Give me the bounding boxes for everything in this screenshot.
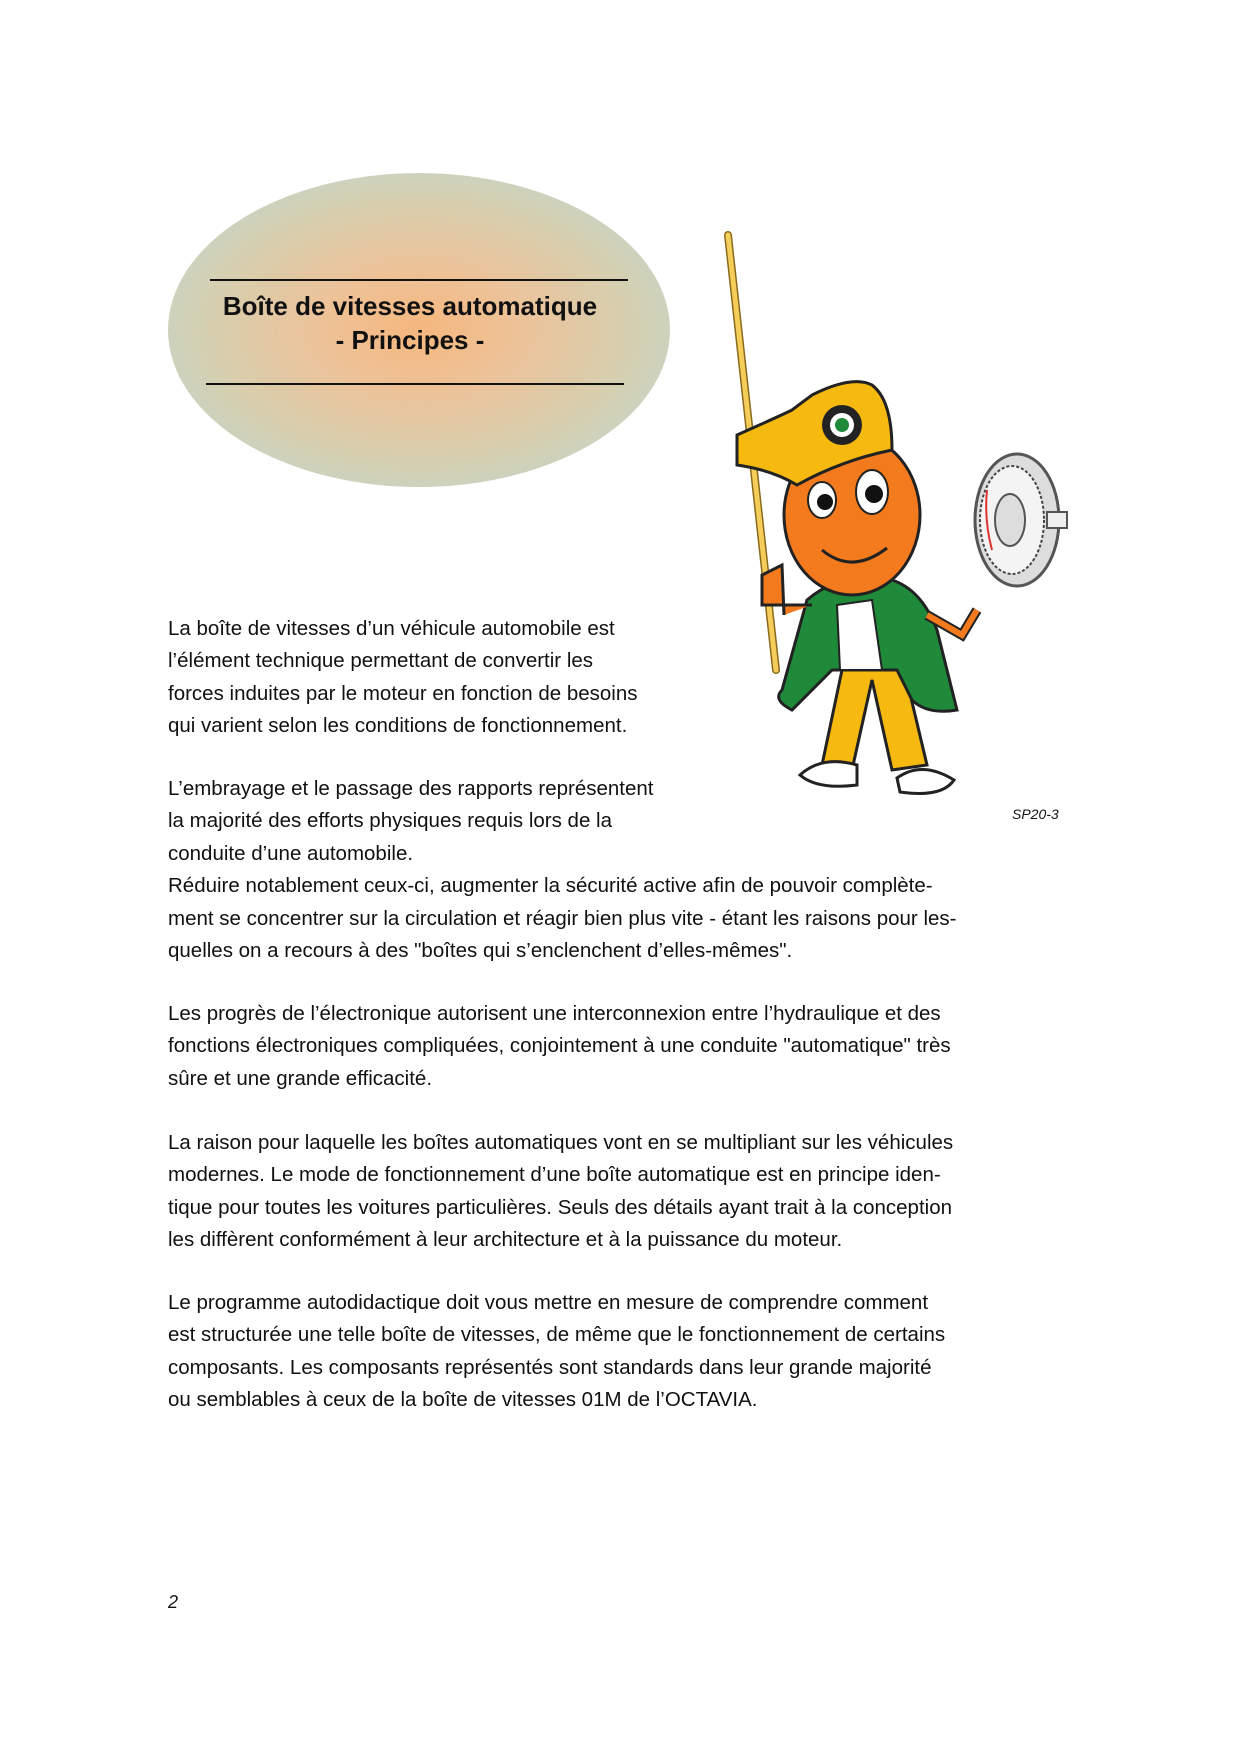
text-line: est structurée une telle boîte de vitesses, de même que le fonctionnement de certains (168, 1323, 946, 1347)
text-line: qui varient selon les conditions de fonctionnement. (168, 714, 628, 738)
text-line: L’embrayage et le passage des rapports représentent (168, 777, 654, 800)
text-line: forces induites par le moteur en fonction de besoins (168, 681, 638, 705)
title-bottom-rule (206, 383, 624, 385)
text-line: Les progrès de l’électronique autorisent une interconnexion entre l’hydraulique et des (168, 1002, 941, 1025)
text-line: modernes. Le mode de fonctionnement d’une boîte automatique est en principe iden- (168, 1163, 941, 1187)
text-line: quelles on a recours à des "boîtes qui s’enclenchent d’elles-mêmes". (168, 938, 793, 962)
page-title (190, 289, 630, 357)
text-line: Le programme autodidactique doit vous mettre en mesure de comprendre comment (168, 1291, 929, 1314)
text-line: l’élément technique permettant de convertir les (168, 649, 594, 673)
title-line-2: - Principes - (335, 325, 485, 355)
text-line: La boîte de vitesses d’un véhicule automobile est (168, 617, 615, 640)
text-line: ou semblables à ceux de la boîte de vitesses 01M de l’OCTAVIA. (168, 1388, 758, 1412)
paragraph-programme (168, 1287, 945, 1417)
paragraph-electronics (168, 998, 951, 1095)
text-line: composants. Les composants représentés sont standards dans leur grande majorité (168, 1355, 932, 1379)
paragraph-clutch (168, 773, 956, 967)
paragraph-multiplication (168, 1127, 953, 1257)
title-top-rule (210, 279, 628, 281)
text-line: Réduire notablement ceux-ci, augmenter la sécurité active afin de pouvoir complète- (168, 874, 933, 898)
paragraph-intro (168, 613, 638, 743)
text-line: tique pour toutes les voitures particulières. Seuls des détails ayant trait à la conception (168, 1195, 952, 1219)
figure-caption: SP20-3 (1012, 806, 1059, 822)
text-line: La raison pour laquelle les boîtes automatiques vont en se multipliant sur les véhicules (168, 1131, 954, 1154)
text-line: fonctions électroniques compliquées, conjointement à une conduite "automatique" très (168, 1034, 951, 1058)
mascot-illustration (722, 230, 1074, 805)
title-line-1: Boîte de vitesses automatique (222, 291, 598, 321)
text-line: ment se concentrer sur la circulation et réagir bien plus vite - étant les raisons pour les- (168, 906, 957, 930)
text-line: les diffèrent conformément à leur architecture et à la puissance du moteur. (168, 1228, 843, 1252)
text-line: sûre et une grande efficacité. (168, 1066, 433, 1090)
text-line: conduite d’une automobile. (168, 841, 414, 865)
page-number: 2 (168, 1592, 179, 1612)
text-line: la majorité des efforts physiques requis lors de la (168, 809, 613, 833)
